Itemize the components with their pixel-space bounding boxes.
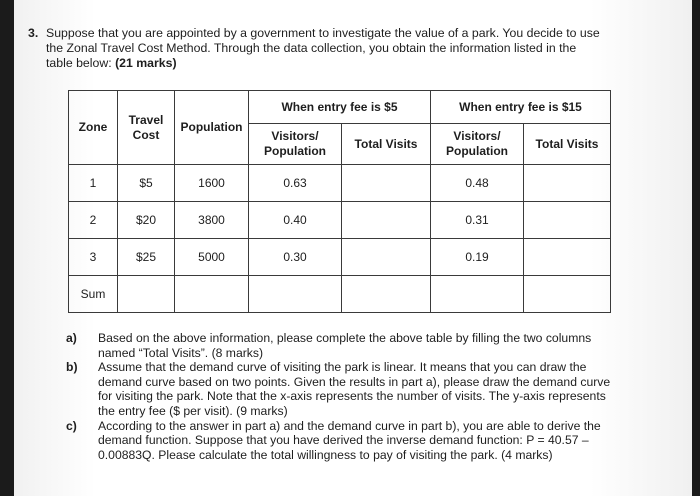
cell-visitors-pop-fee15: 0.48 [431,165,524,202]
cell-visitors-pop-fee15: 0.31 [431,202,524,239]
part-c [66,419,626,463]
table-row [69,202,611,239]
part-text: Based on the above information, please complete the above table by filling the two columns named “Total Visits”. (8 marks) [98,331,592,360]
table-row [69,165,611,202]
part-label: b) [66,360,78,375]
cell-population: 1600 [175,165,249,202]
cell-total-visits-fee15 [524,202,611,239]
cell-sum-empty [175,276,249,313]
header-row-1 [69,91,611,124]
header-visitors-pop-fee15: Visitors/ Population [431,124,524,165]
cell-sum-empty [524,276,611,313]
question-3 [28,26,606,71]
part-label: a) [66,331,77,345]
cell-visitors-pop-fee15: 0.19 [431,239,524,276]
cell-visitors-pop-fee5: 0.63 [249,165,342,202]
travel-cost-table [68,90,611,313]
cell-visitors-pop-fee5: 0.40 [249,202,342,239]
header-population: Population [175,91,249,165]
header-total-visits-fee5: Total Visits [342,124,431,165]
question-marks: (21 marks) [115,56,177,70]
question-text: Suppose that you are appointed by a government to investigate the value of a park. You decide to use the Zonal Travel Cost Method. Through the data collection, you obtain the information listed in the table below: [46,26,600,70]
table-row [69,239,611,276]
header-fee5-group: When entry fee is $5 [249,91,431,124]
header-total-visits-fee15: Total Visits [524,124,611,165]
cell-sum-label: Sum [69,276,118,313]
cell-travel-cost: $25 [118,239,175,276]
cell-zone: 1 [69,165,118,202]
cell-zone: 3 [69,239,118,276]
cell-sum-empty [342,276,431,313]
cell-visitors-pop-fee5: 0.30 [249,239,342,276]
cell-zone: 2 [69,202,118,239]
part-a [66,331,626,360]
cell-total-visits-fee15 [524,239,611,276]
header-travel-cost: Travel Cost [118,91,175,165]
part-b [66,360,626,418]
cell-total-visits-fee5 [342,165,431,202]
cell-travel-cost: $20 [118,202,175,239]
header-zone: Zone [69,91,118,165]
cell-sum-empty [249,276,342,313]
cell-sum-empty [431,276,524,313]
question-number: 3. [28,26,39,40]
part-text: According to the answer in part a) and the demand curve in part b), you are able to derive the demand function. Suppose that you have derived the inverse demand function: P = 40.57 – 0.00883Q. Please calculate the total willingness to pay of visiting the park. (4 marks) [98,418,601,462]
document-page [14,0,692,496]
cell-total-visits-fee15 [524,165,611,202]
part-text: Assume that the demand curve of visiting the park is linear. It means that you can draw the demand curve based on two points. Given the results in part a), please draw the demand curve for visiting the park. Note that the x-axis represents the number of visits. The y-axis represents the entry fee ($ per visit). (9 marks) [98,360,611,418]
sum-row [69,276,611,313]
header-fee15-group: When entry fee is $15 [431,91,611,124]
part-label: c) [66,418,77,433]
cell-population: 5000 [175,239,249,276]
cell-total-visits-fee5 [342,239,431,276]
header-visitors-pop-fee5: Visitors/ Population [249,124,342,165]
cell-total-visits-fee5 [342,202,431,239]
question-parts [66,331,626,462]
cell-travel-cost: $5 [118,165,175,202]
cell-sum-empty [118,276,175,313]
cell-population: 3800 [175,202,249,239]
